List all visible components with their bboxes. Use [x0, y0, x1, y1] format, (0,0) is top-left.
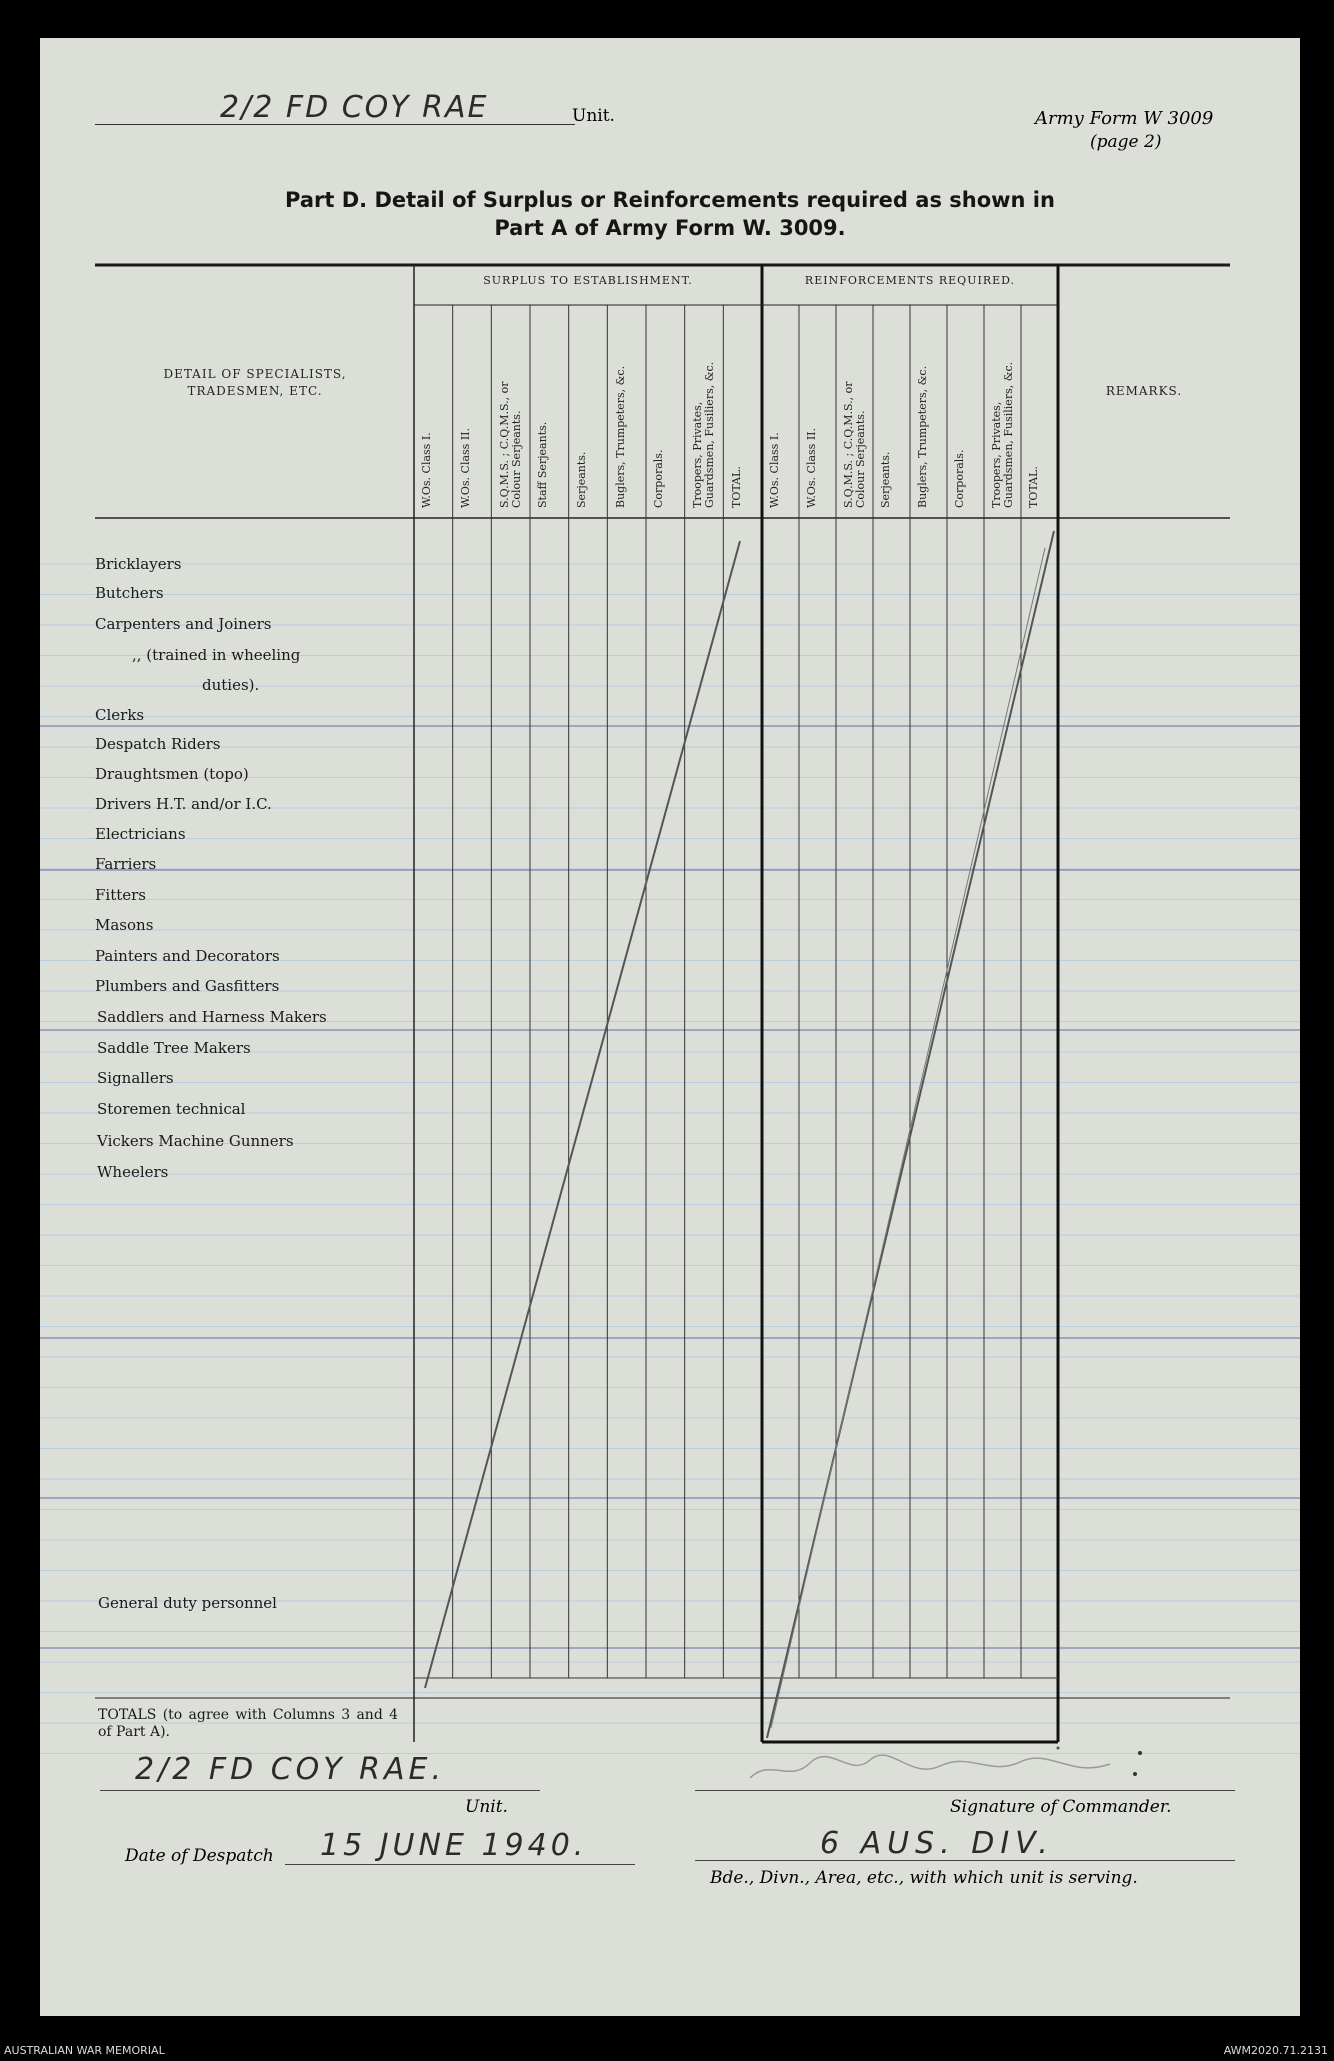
bottom-unit-underline	[100, 1790, 540, 1791]
surplus-column-header: Troopers, Privates, Guardsmen, Fusiliers, &c.	[691, 361, 716, 508]
trade-row: duties).	[202, 676, 260, 694]
reinforcement-column-header: TOTAL.	[1026, 466, 1040, 508]
footer-right: AWM2020.71.2131	[1223, 2044, 1328, 2057]
trade-row: Farriers	[95, 855, 157, 873]
pencil-strike-reinforcements-2	[771, 548, 1045, 1728]
form-page	[40, 38, 1300, 2016]
title-line-2: Part A of Army Form W. 3009.	[494, 216, 846, 240]
unit-handwritten: 2/2 FD COY RAE	[220, 90, 489, 125]
surplus-column-header: W.Os. Class I.	[420, 432, 434, 508]
trade-row: Fitters	[95, 886, 147, 904]
trade-row: Saddle Tree Makers	[97, 1039, 251, 1057]
trade-row: Signallers	[97, 1069, 174, 1087]
reinforcement-column-header: W.Os. Class II.	[804, 427, 818, 508]
trade-row: Electricians	[95, 825, 186, 843]
reinforcement-column-header: Buglers, Trumpeters, &c.	[915, 365, 929, 508]
division-handwritten: 6 AUS. DIV.	[820, 1826, 1054, 1861]
reinforcement-column-header: W.Os. Class I.	[767, 432, 781, 508]
trade-row: Carpenters and Joiners	[95, 615, 272, 633]
totals-label: TOTALS (to agree with Columns 3 and 4 of Part A).	[98, 1707, 398, 1740]
archive-footer	[0, 2038, 1334, 2061]
surplus-column-header: W.Os. Class II.	[459, 427, 472, 508]
form-name: Army Form W 3009	[1035, 108, 1214, 129]
detail-header: DETAIL OF SPECIALISTS, TRADESMEN, ETC.	[163, 367, 347, 398]
surplus-column-header: Staff Serjeants.	[536, 421, 550, 508]
surplus-column-header: Serjeants.	[575, 451, 588, 508]
reinforcement-column-header: Serjeants.	[878, 451, 892, 508]
trade-row: Saddlers and Harness Makers	[97, 1008, 327, 1026]
trade-row: Bricklayers	[95, 555, 182, 573]
trade-row: ,, (trained in wheeling	[132, 646, 301, 664]
date-handwritten: 15 JUNE 1940.	[320, 1828, 588, 1863]
trade-row: Wheelers	[97, 1163, 169, 1181]
trade-row: Butchers	[95, 584, 164, 602]
division-underline	[695, 1860, 1235, 1861]
surplus-column-header: S.Q.M.S. ; C.Q.M.S., or Colour Serjeants.	[497, 381, 523, 508]
date-underline	[285, 1864, 635, 1865]
division-label: Bde., Divn., Area, etc., with which unit is serving.	[710, 1868, 1138, 1888]
trade-row: Drivers H.T. and/or I.C.	[95, 795, 272, 813]
bottom-unit-label: Unit.	[465, 1797, 508, 1817]
surplus-column-header: Corporals.	[652, 449, 666, 508]
general-duty-label: General duty personnel	[98, 1594, 277, 1612]
trade-row: Masons	[95, 916, 154, 934]
unit-label: Unit.	[572, 106, 615, 126]
signature-underline	[695, 1790, 1235, 1791]
date-label: Date of Despatch	[125, 1846, 274, 1866]
commander-signature	[740, 1738, 1160, 1798]
trade-row: Plumbers and Gasfitters	[95, 977, 280, 995]
surplus-column-header: Buglers, Trumpeters, &c.	[613, 365, 627, 508]
surplus-header: SURPLUS TO ESTABLISHMENT.	[483, 274, 693, 287]
reinforcements-header: REINFORCEMENTS REQUIRED.	[804, 274, 1016, 287]
trade-row: Vickers Machine Gunners	[97, 1132, 294, 1150]
signature-label: Signature of Commander.	[950, 1797, 1172, 1817]
title-line-1: Part D. Detail of Surplus or Reinforcements required as shown in	[285, 188, 1055, 212]
footer-left: AUSTRALIAN WAR MEMORIAL	[4, 2044, 165, 2057]
form-page: (page 2)	[1090, 132, 1162, 152]
bottom-unit-handwritten: 2/2 FD COY RAE.	[135, 1752, 445, 1787]
surplus-column-header: TOTAL.	[729, 466, 743, 508]
trade-row: Clerks	[95, 706, 145, 724]
reinforcement-column-header: Troopers, Privates, Guardsmen, Fusiliers, &c.	[989, 361, 1015, 508]
trade-row: Draughtsmen (topo)	[95, 765, 249, 783]
reinforcement-column-header: S.Q.M.S. ; C.Q.M.S., or Colour Serjeants.	[841, 381, 867, 508]
trade-row: Storemen technical	[97, 1100, 246, 1118]
reinforcement-column-header: Corporals.	[952, 449, 966, 508]
remarks-header: REMARKS.	[1105, 384, 1183, 398]
trade-row: Despatch Riders	[95, 735, 221, 753]
trade-row: Painters and Decorators	[95, 947, 280, 965]
pencil-strike-surplus	[425, 541, 740, 1688]
